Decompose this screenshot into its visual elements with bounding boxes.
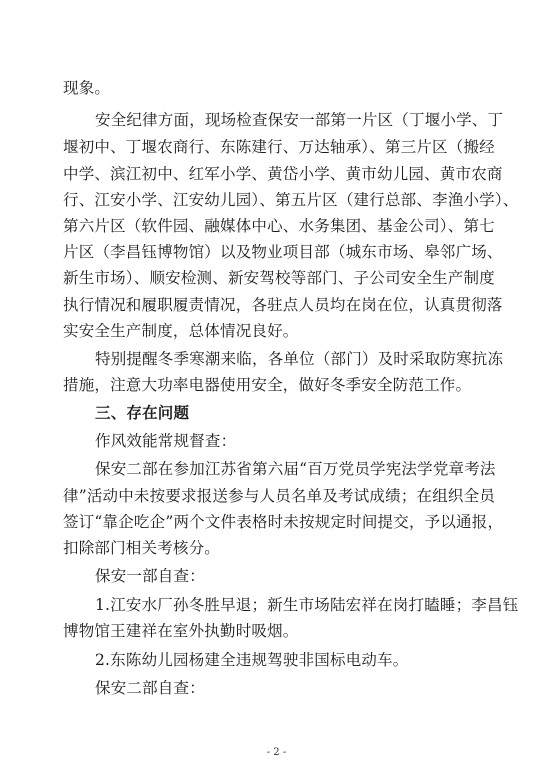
subheading-line: 作风效能常规督查： bbox=[95, 432, 237, 450]
paragraph-line: 第六片区（软件园、融媒体中心、水务集团、基金公司）、第七 bbox=[63, 217, 495, 235]
paragraph-line: 签订“靠企吃企”两个文件表格时未按规定时间提交，予以通报， bbox=[63, 513, 504, 531]
paragraph-line: 片区（李昌钰博物馆）以及物业项目部（城东市场、皋邻广场、 bbox=[63, 243, 503, 261]
paragraph-line: 执行情况和履职履责情况，各驻点人员均在岗在位，认真贯彻落 bbox=[63, 296, 503, 314]
list-item-line: 博物馆王建祥在室外执勤时吸烟。 bbox=[63, 622, 299, 640]
paragraph-line: 安全纪律方面，现场检查保安一部第一片区（丁堰小学、丁 bbox=[95, 111, 504, 129]
paragraph-line: 实安全生产制度，总体情况良好。 bbox=[63, 322, 299, 340]
paragraph-line: 措施，注意大功率电器使用安全，做好冬季安全防范工作。 bbox=[63, 376, 472, 394]
subheading-line: 保安一部自查： bbox=[95, 567, 205, 585]
paragraph-line: 律”活动中未按要求报送参与人员名单及考试成绩；在组织全员 bbox=[63, 487, 496, 505]
paragraph-line: 中学、滨江初中、红军小学、黄岱小学、黄市幼儿园、黄市农商 bbox=[63, 165, 503, 183]
paragraph-line: 新生市场）、顺安检测、新安驾校等部门、子公司安全生产制度 bbox=[63, 269, 495, 287]
subheading-line: 保安二部自查： bbox=[95, 679, 205, 697]
paragraph-line: 保安二部在参加江苏省第六届“百万党员学宪法学党章考法 bbox=[95, 460, 496, 478]
paragraph-line: 行、江安小学、江安幼儿园）、第五片区（建行总部、李渔小学）、 bbox=[63, 191, 519, 209]
paragraph-line: 特别提醒冬季寒潮来临，各单位（部门）及时采取防寒抗冻 bbox=[95, 350, 504, 368]
section-heading: 三、存在问题 bbox=[95, 404, 190, 422]
text-line: 现象。 bbox=[63, 79, 111, 97]
paragraph-line: 堰初中、丁堰农商行、东陈建行、万达轴承）、第三片区（搬经 bbox=[63, 138, 495, 156]
paragraph-line: 扣除部门相关考核分。 bbox=[63, 539, 221, 557]
list-item-line: 2.东陈幼儿园杨建全违规驾驶非国标电动车。 bbox=[95, 651, 409, 669]
page-number: - 2 - bbox=[266, 747, 287, 758]
list-item-line: 1.江安水厂孙冬胜早退；新生市场陆宏祥在岗打瞌睡；李昌钰 bbox=[95, 596, 519, 614]
